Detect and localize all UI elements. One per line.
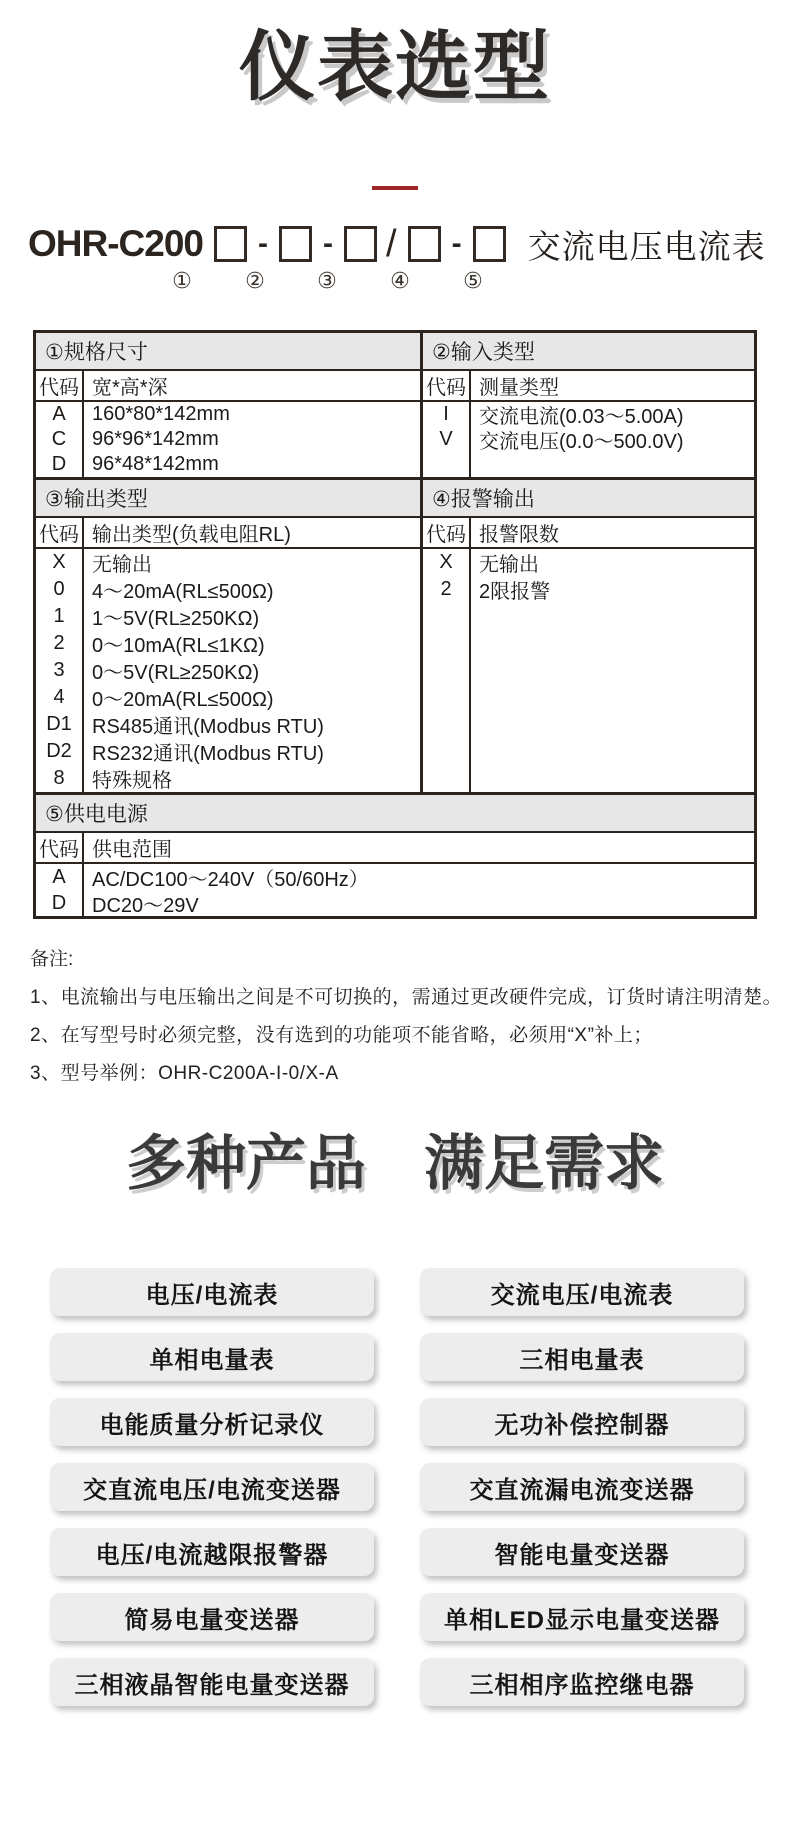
- desc-cell: RS232通讯(Modbus RTU): [92, 743, 324, 765]
- product-button-limit-alarm[interactable]: 电压/电流越限报警器: [50, 1528, 374, 1576]
- col-header-code: 代码: [36, 833, 82, 864]
- product-button-acdc-voltage-current-transmitter[interactable]: 交直流电压/电流变送器: [50, 1463, 374, 1511]
- product-button-voltage-current-meter[interactable]: 电压/电流表: [50, 1268, 374, 1316]
- col-header-desc: 宽*高*深: [84, 371, 420, 402]
- code-cell: D1: [46, 713, 72, 735]
- section-power-supply: [36, 795, 754, 916]
- code-cell: 2: [440, 578, 452, 600]
- product-button-acdc-leakage-current-transmitter[interactable]: 交直流漏电流变送器: [420, 1463, 744, 1511]
- desc-cell: 无输出: [92, 554, 152, 576]
- desc-cell: 96*96*142mm: [92, 428, 219, 450]
- section-input-type: [423, 333, 754, 477]
- model-code-row: [28, 222, 790, 266]
- code-cell: V: [439, 428, 453, 450]
- product-button-smart-power-transmitter[interactable]: 智能电量变送器: [420, 1528, 744, 1576]
- col-header-desc: 输出类型(负载电阻RL): [84, 518, 420, 549]
- desc-cell: 交流电流(0.03～5.00A): [479, 406, 684, 428]
- desc-cell: 交流电压(0.0～500.0V): [479, 431, 684, 453]
- note-item-1: 1、电流输出与电压输出之间是不可切换的，需通过更改硬件完成，订货时请注明清楚。: [30, 987, 783, 1008]
- code-cell: 0: [53, 578, 65, 600]
- code-cell: X: [52, 551, 66, 573]
- code-cell: A: [52, 403, 66, 425]
- desc-cell: 0～5V(RL≥250KΩ): [92, 662, 260, 684]
- note-item-2: 2、在写型号时必须完整，没有选到的功能项不能省略，必须用“X”补上；: [30, 1025, 653, 1046]
- desc-cell: AC/DC100～240V（50/60Hz）: [92, 868, 369, 891]
- section-output-type: [36, 480, 423, 792]
- slot-number-4: ④: [390, 268, 410, 293]
- notes-block: [30, 947, 790, 1087]
- code-cell: 3: [53, 659, 65, 681]
- model-slot-box-2: [279, 226, 312, 262]
- code-cell: A: [52, 865, 66, 888]
- model-prefix: OHR-C200: [28, 223, 203, 264]
- page-title: 仪表选型: [239, 25, 551, 110]
- code-cell: I: [443, 403, 449, 425]
- model-suffix: 交流电压电流表: [527, 227, 766, 265]
- section-2-header: ②输入类型: [423, 333, 754, 371]
- col-header-code: 代码: [36, 371, 82, 402]
- code-cell: D: [51, 891, 67, 914]
- products-heading: [0, 1132, 790, 1196]
- model-slot-box-3: [344, 226, 377, 262]
- model-slot-box-1: [214, 226, 247, 262]
- spec-table: [33, 330, 757, 919]
- desc-cell: RS485通讯(Modbus RTU): [92, 716, 324, 738]
- slot-number-5: ⑤: [463, 268, 483, 293]
- product-button-power-quality-recorder[interactable]: 电能质量分析记录仪: [50, 1398, 374, 1446]
- product-button-single-phase-led-power-transmitter[interactable]: 单相LED显示电量变送器: [420, 1593, 744, 1641]
- section-3-header: ③输出类型: [36, 480, 420, 518]
- section-1-header: ①规格尺寸: [36, 333, 420, 371]
- desc-cell: 160*80*142mm: [92, 403, 230, 425]
- code-cell: 1: [53, 605, 65, 627]
- model-slot-box-5: [473, 226, 506, 262]
- desc-cell: 4～20mA(RL≤500Ω): [92, 581, 274, 603]
- model-separator: -: [323, 227, 333, 260]
- code-cell: D2: [46, 740, 72, 762]
- product-button-single-phase-power-meter[interactable]: 单相电量表: [50, 1333, 374, 1381]
- col-header-code: 代码: [423, 518, 469, 549]
- col-header-desc: 测量类型: [471, 371, 754, 402]
- table-group-2: [36, 477, 754, 792]
- desc-cell: 特殊规格: [92, 770, 172, 792]
- desc-cell: 无输出: [479, 554, 539, 576]
- desc-cell: 2限报警: [479, 581, 551, 603]
- desc-cell: 0～20mA(RL≤500Ω): [92, 689, 274, 711]
- model-slot-numbers: [0, 266, 790, 300]
- code-cell: 8: [53, 767, 65, 789]
- col-header-desc: 报警限数: [471, 518, 754, 549]
- products-heading-left: 多种产品: [126, 1130, 366, 1197]
- section-alarm-output: [423, 480, 754, 792]
- desc-cell: 96*48*142mm: [92, 453, 219, 475]
- code-cell: 2: [53, 632, 65, 654]
- section-spec-size: [36, 333, 423, 477]
- col-header-desc: 供电范围: [84, 833, 754, 864]
- product-button-three-phase-power-meter[interactable]: 三相电量表: [420, 1333, 744, 1381]
- model-separator: -: [451, 227, 462, 260]
- table-group-1: [36, 333, 754, 477]
- section-4-header: ④报警输出: [423, 480, 754, 518]
- slot-number-3: ③: [317, 268, 337, 293]
- code-cell: D: [51, 453, 67, 475]
- code-cell: X: [439, 551, 453, 573]
- col-header-code: 代码: [423, 371, 469, 402]
- code-cell: C: [51, 428, 67, 450]
- code-cell: 4: [53, 686, 65, 708]
- model-slot-box-4: [408, 226, 441, 262]
- product-button-three-phase-lcd-smart-power-transmitter[interactable]: 三相液晶智能电量变送器: [50, 1658, 374, 1706]
- product-button-simple-power-transmitter[interactable]: 简易电量变送器: [50, 1593, 374, 1641]
- note-item-3: 3、型号举例：OHR-C200A-I-0/X-A: [30, 1063, 339, 1084]
- product-button-ac-voltage-current-meter[interactable]: 交流电压/电流表: [420, 1268, 744, 1316]
- desc-cell: 1～5V(RL≥250KΩ): [92, 608, 260, 630]
- slot-number-1: ①: [172, 268, 192, 293]
- product-button-three-phase-sequence-relay[interactable]: 三相相序监控继电器: [420, 1658, 744, 1706]
- desc-cell: 0～10mA(RL≤1KΩ): [92, 635, 265, 657]
- col-header-code: 代码: [36, 518, 82, 549]
- product-button-grid: [50, 1268, 790, 1706]
- section-5-header: ⑤供电电源: [36, 795, 754, 833]
- red-divider: [372, 186, 418, 190]
- table-group-3: [36, 792, 754, 916]
- product-button-reactive-compensation-controller[interactable]: 无功补偿控制器: [420, 1398, 744, 1446]
- slot-number-2: ②: [245, 268, 265, 293]
- desc-cell: DC20～29V: [92, 894, 199, 917]
- products-heading-right: 满足需求: [424, 1130, 664, 1197]
- model-separator: -: [258, 227, 268, 260]
- model-slash: /: [386, 222, 397, 265]
- notes-label: 备注:: [30, 949, 74, 970]
